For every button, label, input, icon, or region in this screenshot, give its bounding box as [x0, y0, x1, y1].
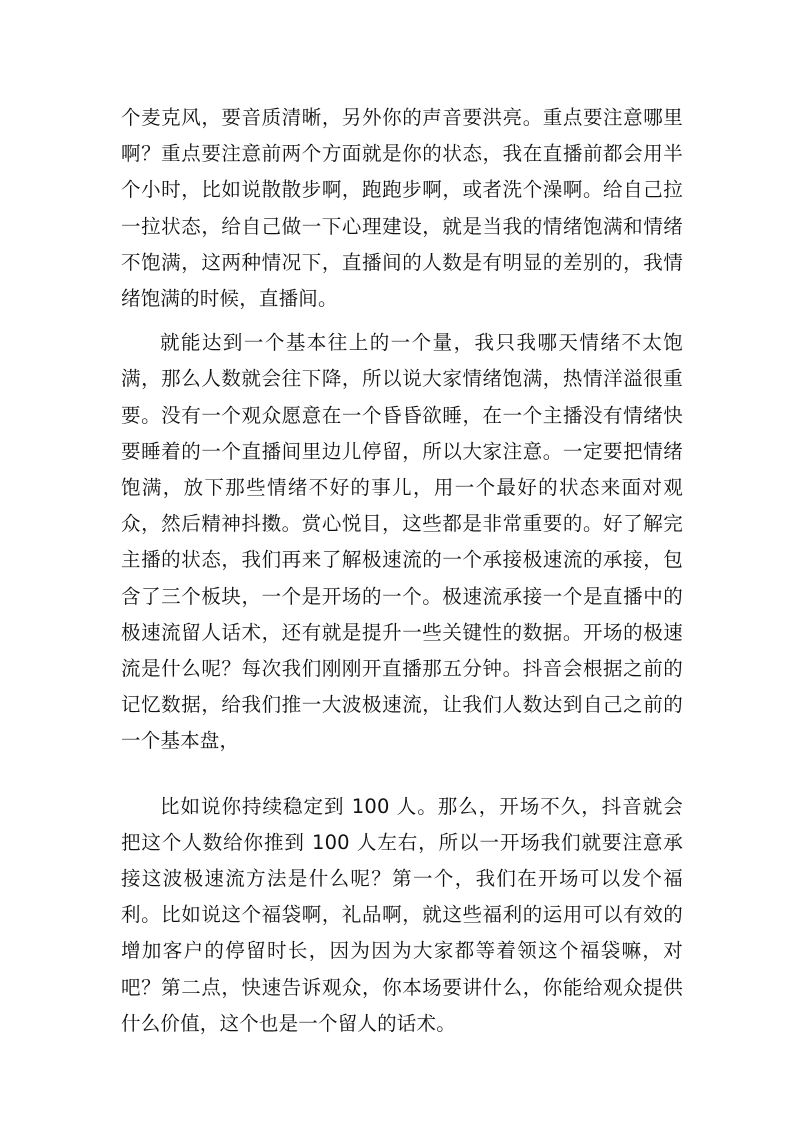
paragraph-2: 就能达到一个基本往上的一个量，我只我哪天情绪不太饱满，那么人数就会往下降，所以说大家情绪饱满，热情洋溢很重要。没有一个观众愿意在一个昏昏欲睡，在一个主播没有情绪快要睡着的一个直播间里边儿停留，所以大家注意。一定要把情绪饱满，放下那些情绪不好的事儿，用一个最好的状态来面对观众，然后精神抖擞。赏心悦目，这些都是非常重要的。好了解完主播的状态，我们再来了解极速流的一个承接极速流的承接，包含了三个板块，一个是开场的一个。极速流承接一个是直播中的极速流留人话术，还有就是提升一些关键性的数据。开场的极速流是什么呢？每次我们刚刚开直播那五分钟。抖音会根据之前的记忆数据，给我们推一大波极速流，让我们人数达到自己之前的一个基本盘，	[121, 331, 683, 753]
document-page	[121, 100, 683, 1042]
paragraph-3: 比如说你持续稳定到 100 人。那么，开场不久，抖音就会把这个人数给你推到 100 人左右，所以一开场我们就要注意承接这波极速流方法是什么呢？第一个，我们在开场可以发个福利。比如说这个福袋啊，礼品啊，就这些福利的运用可以有效的增加客户的停留时长，因为因为大家都等着领这个福袋嘛，对吧？第二点，快速告诉观众，你本场要讲什么，你能给观众提供什么价值，这个也是一个留人的话术。	[121, 794, 683, 1035]
paragraph-1: 个麦克风，要音质清晰，另外你的声音要洪亮。重点要注意哪里啊？重点要注意前两个方面就是你的状态，我在直播前都会用半个小时，比如说散散步啊，跑跑步啊，或者洗个澡啊。给自己拉一拉状态，给自己做一下心理建设，就是当我的情绪饱满和情绪不饱满，这两种情况下，直播间的人数是有明显的差别的，我情绪饱满的时候，直播间。	[121, 106, 683, 311]
